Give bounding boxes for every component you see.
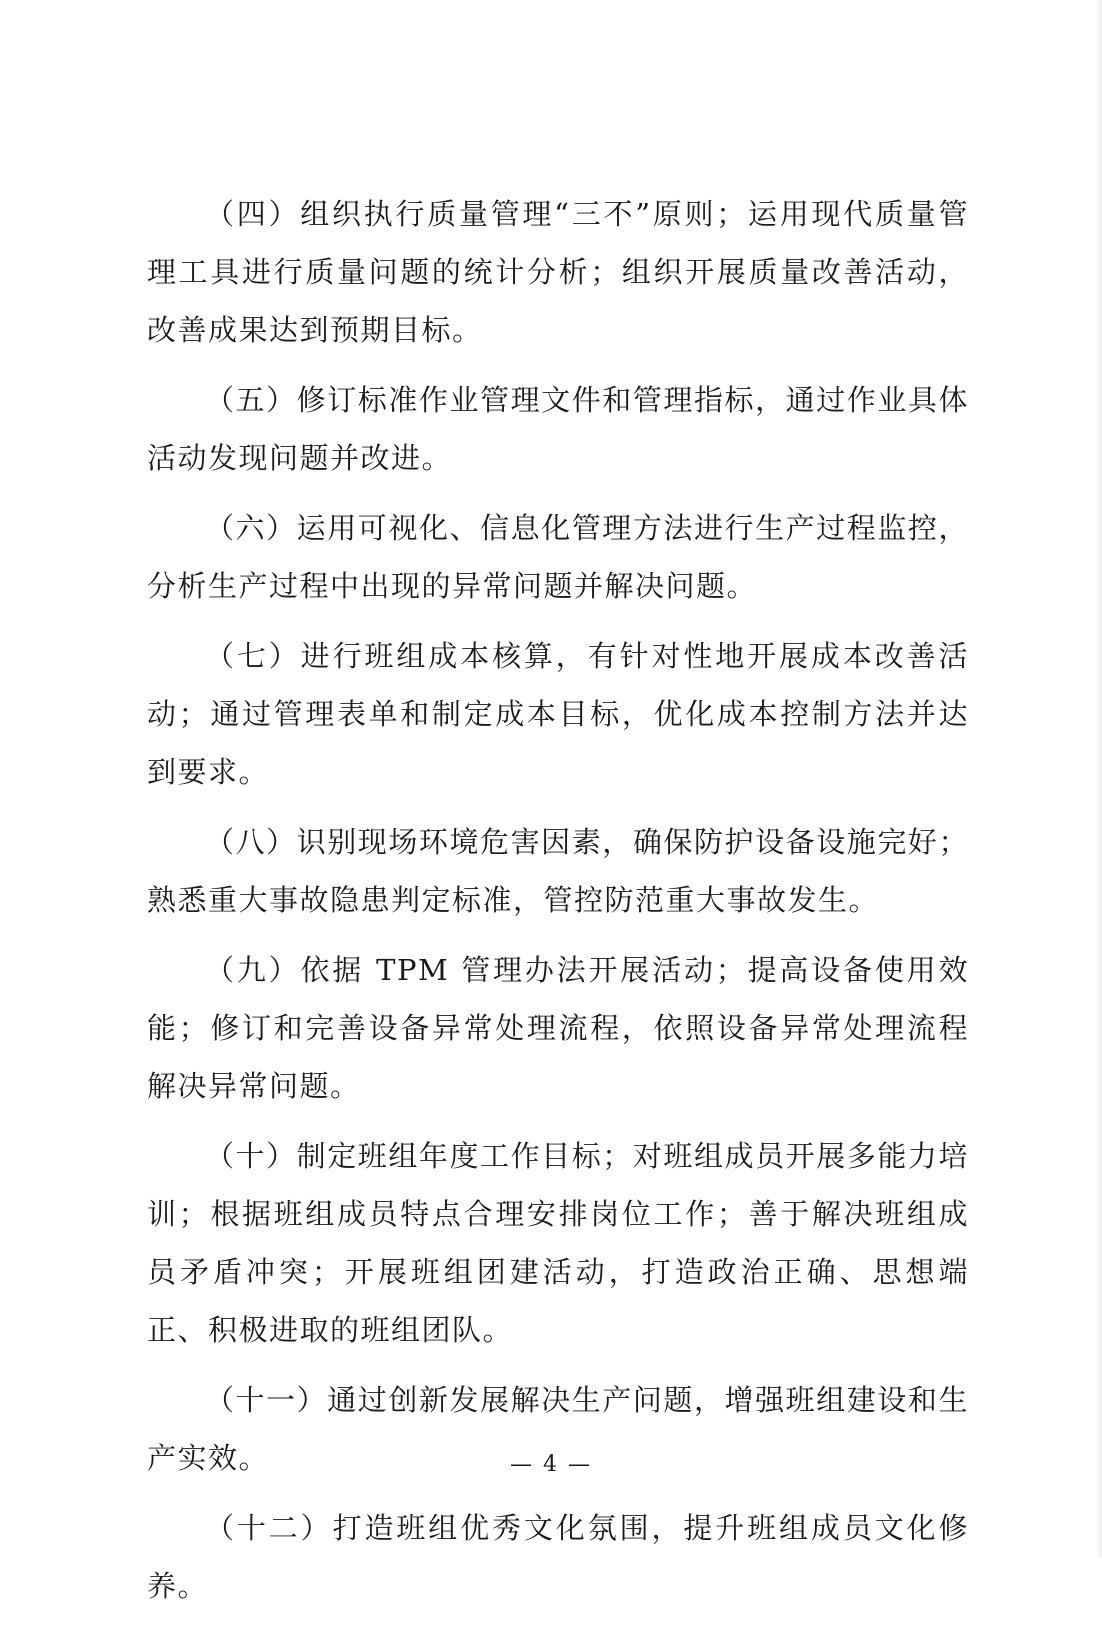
paragraph-item-9: （九）依据 TPM 管理办法开展活动；提高设备使用效能；修订和完善设备异常处理流程，依照设备异常处理流程解决异常问题。 [147, 953, 969, 1103]
page-number: — 4 — [510, 1452, 592, 1477]
paragraph-item-8: （八）识别现场环境危害因素，确保防护设备设施完好；熟悉重大事故隐患判定标准，管控防范重大事故发生。 [147, 825, 969, 917]
paragraph-item-5: （五）修订标准作业管理文件和管理指标，通过作业具体活动发现问题并改进。 [147, 383, 969, 475]
paragraph-item-10: （十）制定班组年度工作目标；对班组成员开展多能力培训；根据班组成员特点合理安排岗位工作；善于解决班组成员矛盾冲突；开展班组团建活动，打造政治正确、思想端正、积极进取的班组团队。 [147, 1139, 969, 1347]
paragraph-item-7: （七）进行班组成本核算，有针对性地开展成本改善活动；通过管理表单和制定成本目标，优化成本控制方法并达到要求。 [147, 639, 969, 789]
paragraph-item-11: （十一）通过创新发展解决生产问题，增强班组建设和生产实效。 [147, 1383, 969, 1475]
document-body [147, 185, 969, 1627]
paragraph-item-4: （四）组织执行质量管理“三不”原则；运用现代质量管理工具进行质量问题的统计分析；组织开展质量改善活动，改善成果达到预期目标。 [147, 197, 969, 347]
scan-edge-shadow [1096, 0, 1102, 1557]
paragraph-item-6: （六）运用可视化、信息化管理方法进行生产过程监控，分析生产过程中出现的异常问题并解决问题。 [147, 511, 969, 603]
paragraph-item-12: （十二）打造班组优秀文化氛围，提升班组成员文化修养。 [147, 1511, 969, 1603]
